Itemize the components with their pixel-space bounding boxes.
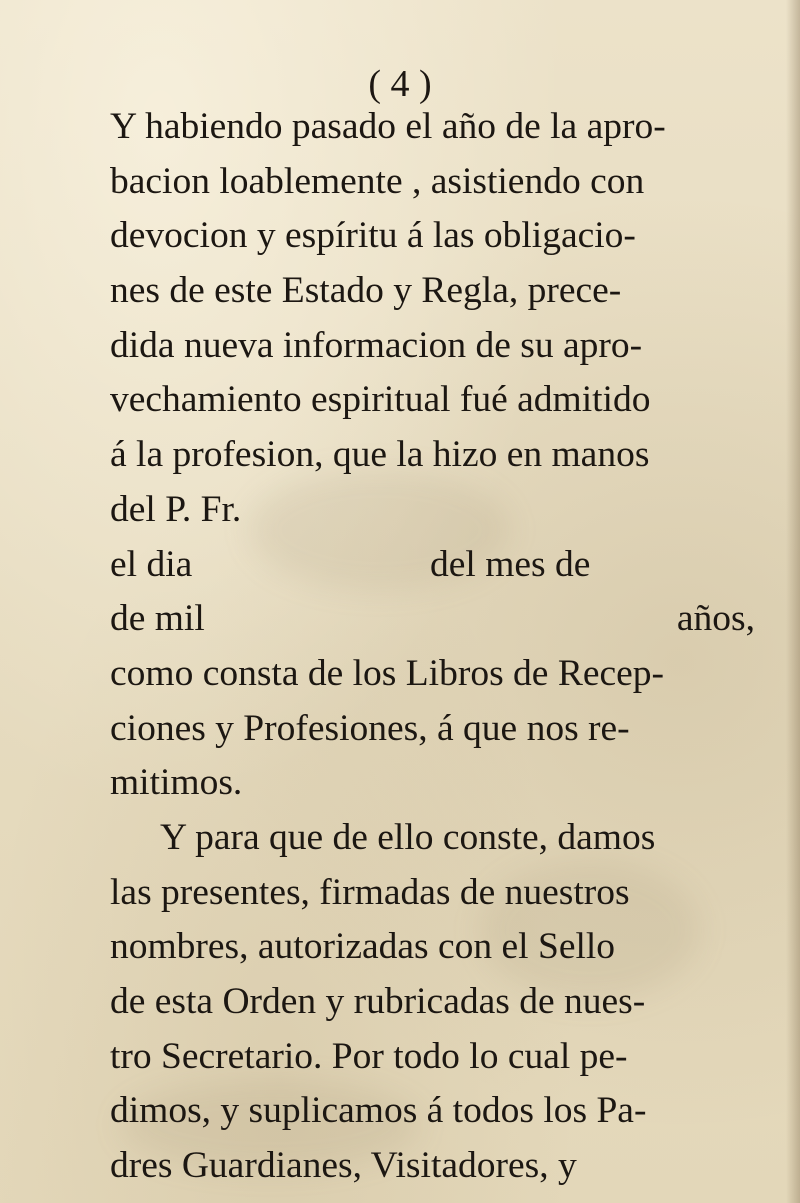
text-line — [110, 155, 755, 210]
text-line — [110, 1139, 755, 1194]
blank-date-line — [110, 538, 755, 593]
line-text: tro Secretario. Por todo lo cual pe- — [110, 1035, 628, 1077]
line-text: dimos, y suplicamos á todos los Pa- — [110, 1090, 647, 1132]
blank-year-line — [110, 592, 755, 647]
text-line — [110, 756, 755, 811]
line-text: de esta Orden y rubricadas de nues- — [110, 981, 646, 1022]
line-text: nombres, autorizadas con el Sello — [110, 926, 616, 968]
text-line — [110, 100, 755, 155]
text-line — [110, 264, 755, 319]
blank-line-right: del mes de — [430, 543, 591, 585]
text-line — [110, 975, 755, 1030]
text-line — [110, 373, 755, 428]
page-edge-shadow — [786, 0, 800, 1203]
text-line — [110, 866, 755, 921]
line-text: mitimos. — [110, 762, 243, 804]
line-text: nes de este Estado y Regla, prece- — [110, 270, 622, 312]
line-text: dida nueva informacion de su apro- — [110, 324, 643, 366]
line-text: vechamiento espiritual fué admitido — [110, 379, 651, 421]
line-text: como consta de los Libros de Recep- — [110, 652, 665, 694]
line-text: las presentes, firmadas de nuestros — [110, 871, 630, 913]
line-text: Y habiendo pasado el año de la apro- — [110, 106, 666, 147]
line-text: bacion loablemente , asistiendo con — [110, 160, 645, 202]
blank-line-left: el dia — [110, 543, 193, 585]
document-body — [110, 100, 755, 1194]
text-line — [110, 428, 755, 483]
line-text: á la profesion, que la hizo en manos — [110, 434, 650, 476]
text-line — [110, 319, 755, 374]
page-number: ( 4 ) — [368, 63, 432, 105]
line-text: dres Guardianes, Visitadores, y — [110, 1145, 577, 1187]
blank-line-right: años, — [676, 598, 755, 640]
text-line — [110, 811, 755, 866]
line-text: ciones y Profesiones, á que nos re- — [110, 707, 630, 749]
text-line — [110, 647, 755, 702]
text-line — [110, 1084, 755, 1139]
text-line — [110, 920, 755, 975]
text-line — [110, 209, 755, 264]
line-text: Y para que de ello conste, damos — [160, 816, 656, 858]
text-line — [110, 1030, 755, 1085]
line-text: devocion y espíritu á las obligacio- — [110, 215, 636, 257]
line-text: del P. Fr. — [110, 488, 242, 530]
blank-line-left: de mil — [110, 598, 205, 640]
text-line — [110, 483, 755, 538]
text-line — [110, 702, 755, 757]
